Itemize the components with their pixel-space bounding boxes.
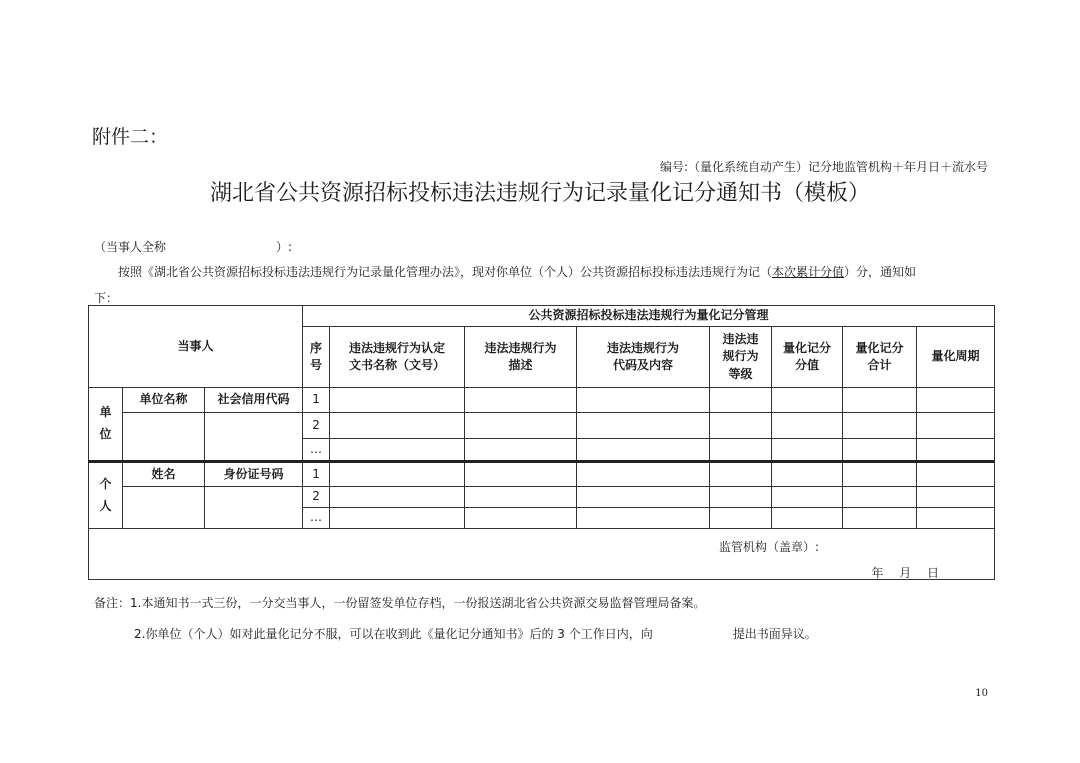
table-cell <box>843 439 917 462</box>
header-group-title: 公共资源招标投标违法违规行为量化记分管理 <box>303 306 995 327</box>
col-header-code: 违法违规行为代码及内容 <box>577 327 710 388</box>
table-cell <box>330 388 465 413</box>
table-cell <box>917 487 995 508</box>
table-cell <box>710 462 772 487</box>
note-2-part1: 2.你单位（个人）如对此量化记分不服，可以在收到此《量化记分通知书》后的 3 个工作日内，向 <box>134 627 653 641</box>
table-cell <box>710 487 772 508</box>
col-header-seq: 序号 <box>303 327 330 388</box>
table-cell <box>917 413 995 439</box>
unit-credit-code-label: 社会信用代码 <box>205 388 303 413</box>
col-header-total: 量化记分合计 <box>843 327 917 388</box>
table-cell <box>465 508 577 529</box>
intro-underlined-value: 本次累计分值 <box>772 265 845 279</box>
table-cell <box>465 487 577 508</box>
intro-text-part1: 按照《湖北省公共资源招标投标违法违规行为记录量化管理办法》，现对你单位（个人）公共资源招标投标违法违规行为记（ <box>118 265 773 279</box>
table-cell <box>330 462 465 487</box>
penalty-record-table <box>88 305 995 580</box>
unit-credit-code-value <box>205 413 303 462</box>
person-label: 个人 <box>89 462 123 529</box>
person-name-label: 姓名 <box>123 462 205 487</box>
unit-seq-more: … <box>303 439 330 462</box>
note-2 <box>134 625 817 642</box>
table-cell <box>577 508 710 529</box>
person-seq-1: 1 <box>303 462 330 487</box>
party-label-open: （当事人全称 <box>94 240 167 254</box>
table-cell <box>917 508 995 529</box>
col-header-period: 量化周期 <box>917 327 995 388</box>
table-cell <box>577 388 710 413</box>
col-header-document: 违法违规行为认定文书名称（文号） <box>330 327 465 388</box>
table-cell <box>330 487 465 508</box>
party-name-line <box>94 238 292 255</box>
unit-seq-2: 2 <box>303 413 330 439</box>
table-cell <box>772 439 843 462</box>
table-cell <box>577 462 710 487</box>
seal-label: 监管机构（盖章）: <box>719 540 820 554</box>
table-cell <box>917 439 995 462</box>
table-cell <box>772 413 843 439</box>
table-cell <box>772 388 843 413</box>
person-name-value <box>123 487 205 529</box>
page-number: 10 <box>975 688 988 699</box>
party-header: 当事人 <box>89 306 303 388</box>
col-header-score: 量化记分分值 <box>772 327 843 388</box>
intro-paragraph <box>118 263 916 280</box>
table-cell <box>710 508 772 529</box>
table-cell <box>577 413 710 439</box>
table-cell <box>330 413 465 439</box>
table-cell <box>917 388 995 413</box>
table-cell <box>710 388 772 413</box>
table-cell <box>917 462 995 487</box>
table-cell <box>465 413 577 439</box>
table-cell <box>843 388 917 413</box>
col-header-description: 违法违规行为描述 <box>465 327 577 388</box>
table-cell <box>843 487 917 508</box>
table-cell <box>577 487 710 508</box>
table-cell <box>465 462 577 487</box>
party-label-close: ）: <box>276 240 293 254</box>
intro-line2: 下： <box>94 291 119 305</box>
person-id-value <box>205 487 303 529</box>
date-label: 年 月 日 <box>871 566 940 580</box>
intro-text-part2: ）分，通知如 <box>844 265 917 279</box>
table-cell <box>710 413 772 439</box>
person-seq-more: … <box>303 508 330 529</box>
person-id-label: 身份证号码 <box>205 462 303 487</box>
table-cell <box>772 487 843 508</box>
table-cell <box>843 413 917 439</box>
table-cell <box>772 508 843 529</box>
note-2-part2: 提出书面异议。 <box>732 627 817 641</box>
person-seq-2: 2 <box>303 487 330 508</box>
table-cell <box>465 388 577 413</box>
document-title: 湖北省公共资源招标投标违法违规行为记录量化记分通知书（模板） <box>209 181 870 206</box>
table-cell <box>843 462 917 487</box>
table-cell <box>843 508 917 529</box>
unit-name-label: 单位名称 <box>123 388 205 413</box>
table-cell <box>710 439 772 462</box>
table-cell <box>465 439 577 462</box>
serial-number-note: 编号:（量化系统自动产生）记分地监管机构＋年月日＋流水号 <box>659 160 988 174</box>
table-cell <box>772 462 843 487</box>
unit-label: 单位 <box>89 388 123 462</box>
table-cell <box>577 439 710 462</box>
table-cell <box>330 508 465 529</box>
attachment-label: 附件二： <box>92 126 169 148</box>
seal-area <box>89 529 995 580</box>
unit-name-value <box>123 413 205 462</box>
unit-seq-1: 1 <box>303 388 330 413</box>
col-header-level: 违法违规行为等级 <box>710 327 772 388</box>
table-cell <box>330 439 465 462</box>
note-1: 备注：1.本通知书一式三份，一分交当事人，一份留签发单位存档，一份报送湖北省公共资源交易监督管理局备案。 <box>94 596 706 610</box>
